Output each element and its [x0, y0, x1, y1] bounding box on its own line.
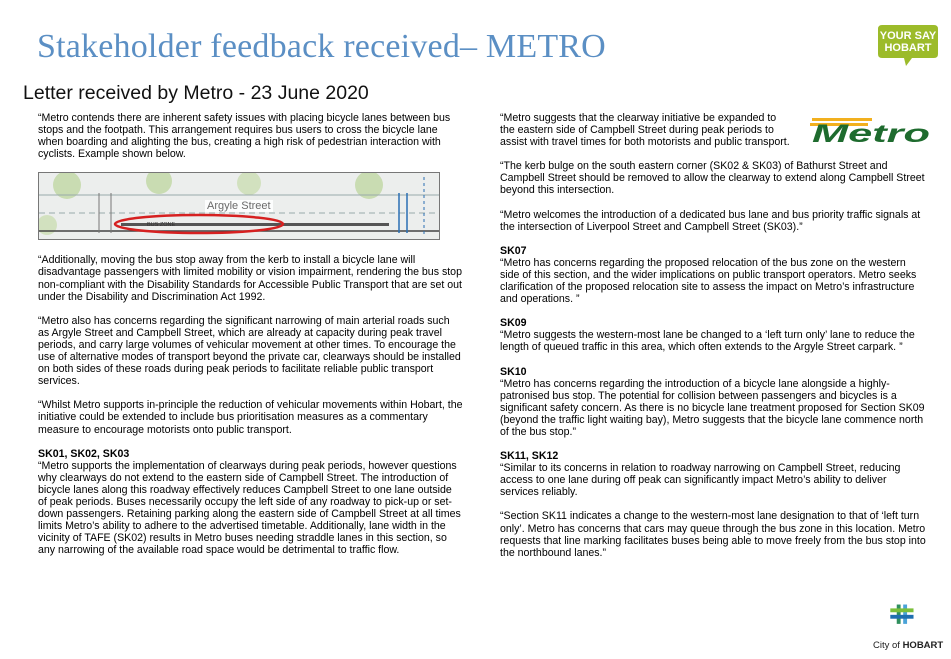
section-text-sk09: “Metro suggests the western-most lane be changed to a ‘left turn only’ lane to reduce the length of queued traffic in this area, which often extends to the Argyle Street carpark. ”	[500, 329, 915, 354]
section-text-sk01: “Metro supports the implementation of clearways during peak periods, however questions why clearways do not extend to the eastern side of Campbell Street. The introduction of bicycle lanes along this roadway effectively reduces Campbell Street to one lane outside of peak periods. Buses necessarily occupy the left side of any roadway to pick-up or set-down passengers. Retaining parking along the eastern side of Campbell Street at all times limits Metro’s ability to adhere to the advertised timetable. Additionally, lane width in the vicinity of TAFE (SK02) results in Metro buses needing straddle lanes in this section, so any narrowing of the available road space would be detrimental to traffic flow.	[38, 459, 461, 557]
letter-subtitle: Letter received by Metro - 23 June 2020	[23, 82, 369, 104]
section-heading-sk01: SK01, SK02, SK03	[38, 447, 130, 460]
coh-name: HOBART	[902, 640, 944, 651]
city-of-hobart-logo	[873, 640, 943, 651]
section-heading-sk11: SK11, SK12	[500, 450, 559, 463]
coh-prefix: City of	[873, 640, 903, 651]
section-heading-sk10: SK10	[500, 365, 527, 378]
metro-logo-text: Metro	[812, 120, 930, 146]
section-text-sk11-b: “Section SK11 indicates a change to the western-most lane designation to that of ‘left turn only’. Metro has concerns that cars may queue through the bus zone in this location. Metro requests that line marking facilitates buses being able to move freely from the bus stop into the northbound lanes.”	[500, 510, 926, 559]
section-heading-sk09: SK09	[500, 317, 527, 330]
right-paragraph-1: “Metro suggests that the clearway initiative be expanded to the eastern side of Campbell Street during peak periods to assist with travel times for both motorists and public transport.	[500, 112, 790, 149]
section-text-sk10: “Metro has concerns regarding the introduction of a bicycle lane alongside a highly-patronised bus stop. The potential for collision between passengers and bicycles is a significant safety concern. As there is no bicycle lane treatment proposed for Section SK09 (beyond the traffic light waiting bay), Metro suggests that the bicycle lane commence north of the bus stop.”	[500, 377, 925, 438]
argyle-street-diagram	[38, 172, 440, 240]
left-column	[38, 112, 463, 568]
right-column	[500, 112, 928, 571]
section-text-sk07: “Metro has concerns regarding the proposed relocation of the bus zone on the western side of this section, and the wider implications on public transport operators. Metro seeks clarification of the proposed relocation site to assess the impact on Metro’s infrastructure and operations. ”	[500, 256, 917, 306]
street-label: Argyle Street	[207, 200, 271, 213]
left-paragraph-2: “Additionally, moving the bus stop away from the kerb to install a bicycle lane will disadvantage passengers with limited mobility or vision impairment, rendering the bus stop non-compliant with the Disability Standards for Accessible Public Transport that are set out under the Disability and Discrimination Act 1992.	[38, 254, 462, 303]
left-paragraph-4: “Whilst Metro supports in-principle the reduction of vehicular movements within Hobart, the initiative could be extended to include bus prioritisation measures as a commentary measure to encourage motorists onto public transport.	[38, 399, 463, 436]
section-text-sk11: “Similar to its concerns in relation to roadway narrowing on Campbell Street, reducing access to one lane during off peak can significantly impact Metro’s ability to deliver services reliably.	[500, 462, 901, 499]
section-heading-sk07: SK07	[500, 244, 527, 257]
left-paragraph-3: “Metro also has concerns regarding the significant narrowing of main arterial roads such as Argyle Street and Campbell Street, which are already at capacity during peak travel periods, and carry large volumes of vehicular movement at other times. To encourage the use of alternative modes of transport beyond the private car, clearways should be installed on both sides of these roads during peak periods to facilitate reliable public transport services.	[38, 314, 461, 388]
page-title: Stakeholder feedback received– METRO	[37, 28, 606, 65]
right-paragraph-3: “Metro welcomes the introduction of a dedicated bus lane and bus priority traffic signals at the intersection of Liverpool Street and Campbell Street (SK03).”	[500, 208, 921, 233]
left-paragraph-1: “Metro contends there are inherent safety issues with placing bicycle lanes between bus stops and the footpath. This arrangement requires bus users to cross the bicycle lane when boarding and alighting the bus, creating a high risk of pedestrian interaction with cyclists. Example shown below.	[38, 112, 451, 161]
your-say-hobart-logo	[876, 22, 940, 68]
yoursay-line2: HOBART	[884, 42, 932, 54]
yoursay-line1: YOUR SAY	[879, 30, 937, 42]
right-paragraph-2: “The kerb bulge on the south eastern corner (SK02 & SK03) of Bathurst Street and Campbell Street should be removed to allow the clearway to extend along Campbell Street beyond this intersection.	[500, 160, 925, 197]
city-of-hobart-logo-icon	[889, 603, 929, 637]
bus-zone-label: BUS ZONE	[147, 222, 176, 229]
